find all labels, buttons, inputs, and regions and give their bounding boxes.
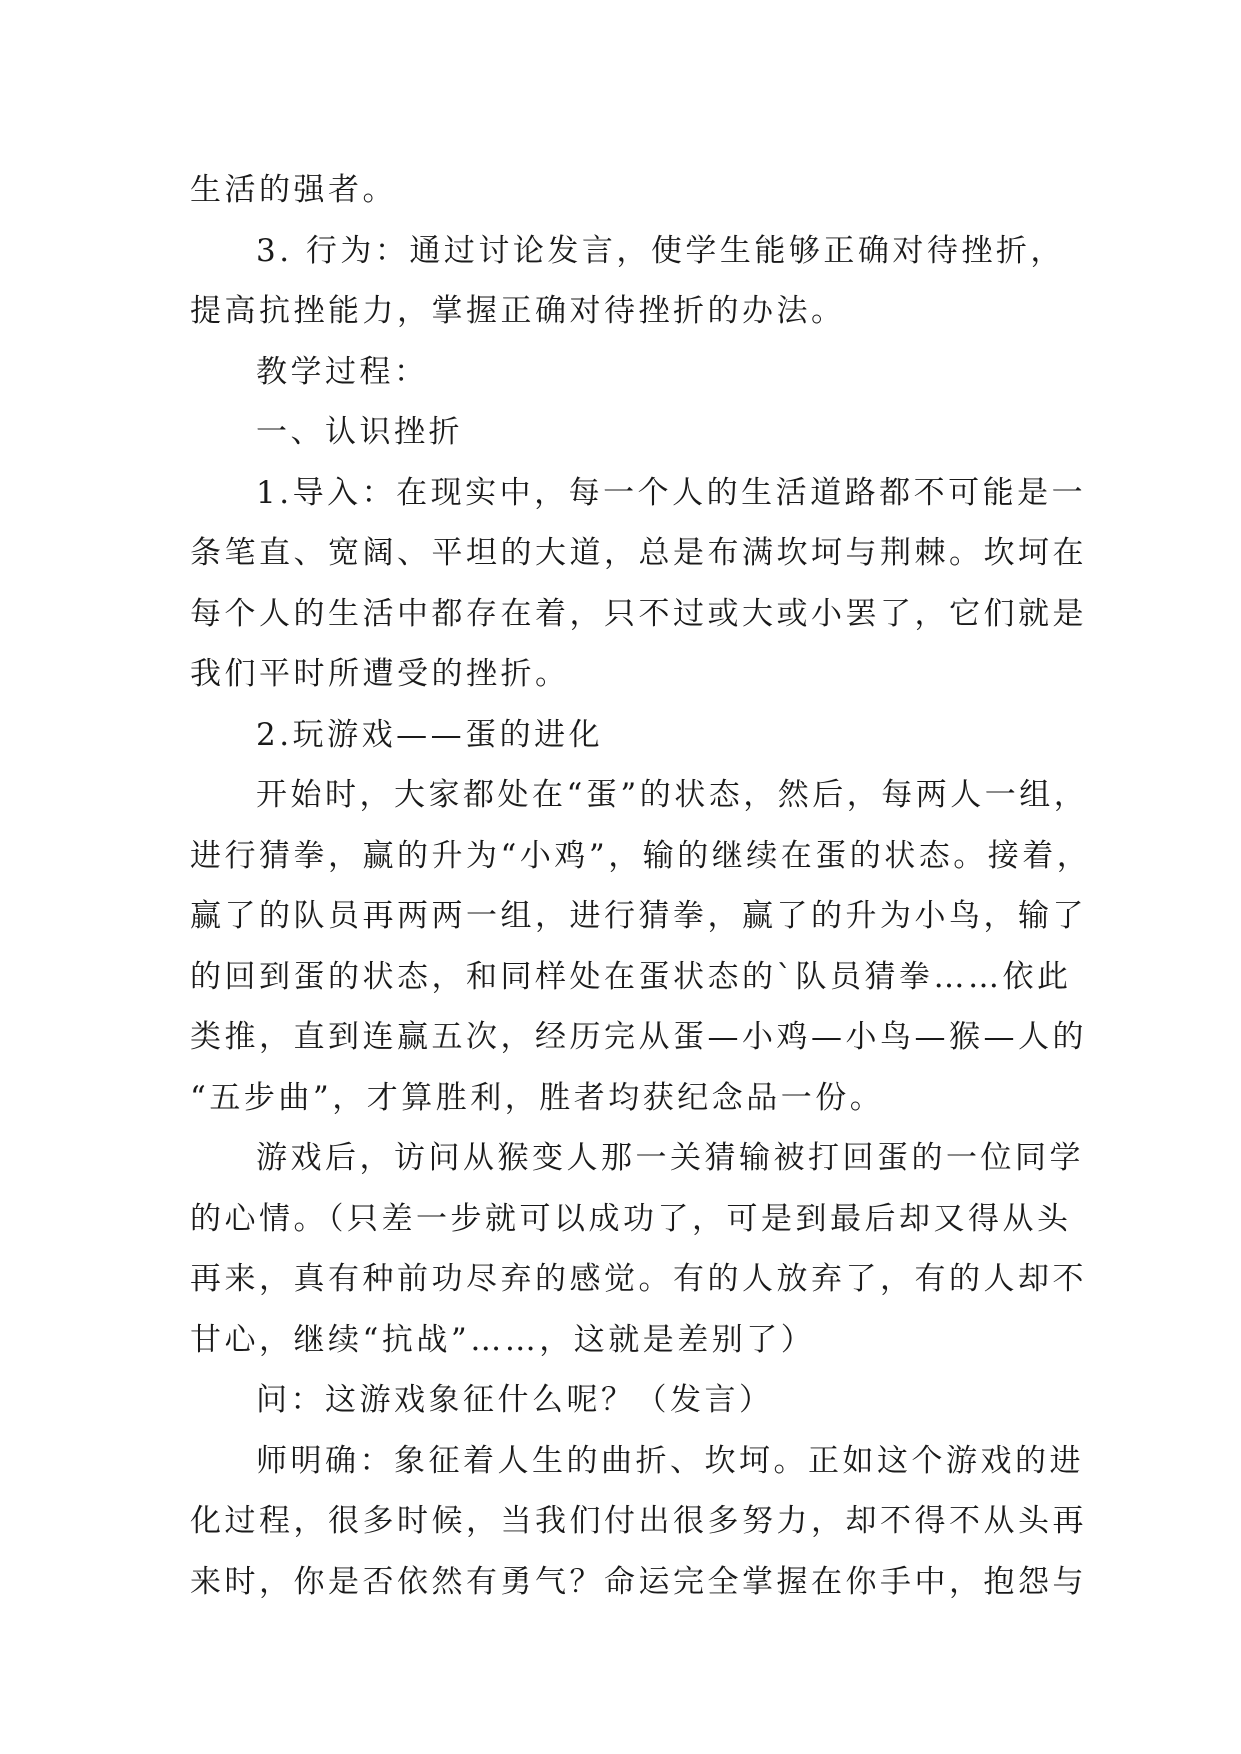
document-body [190, 160, 1092, 1612]
text-line: 生活的强者。 [190, 172, 397, 208]
text-line: 师明确：象征着人生的曲折、坎坷。正如这个游戏的进 [256, 1442, 1084, 1479]
text-line: 来时，你是否依然有勇气？命运完全掌握在你手中，抱怨与 [190, 1563, 1087, 1600]
text-line: 1.导入：在现实中，每一个人的生活道路都不可能是一 [256, 474, 1087, 511]
text-line: 我们平时所遭受的挫折。 [190, 656, 570, 692]
text-line: 提高抗挫能力，掌握正确对待挫折的办法。 [190, 293, 846, 329]
text-line: 赢了的队员再两两一组，进行猜拳，赢了的升为小鸟，输了 [190, 898, 1087, 934]
subsection-heading: 2.玩游戏——蛋的进化 [256, 716, 604, 753]
text-line: 类推，直到连赢五次，经历完从蛋—小鸡—小鸟—猴—人的 [190, 1019, 1087, 1055]
text-line: 开始时，大家都处在“蛋”的状态，然后，每两人一组， [256, 777, 1089, 813]
text-line: “五步曲”，才算胜利，胜者均获纪念品一份。 [190, 1079, 885, 1116]
text-line: 每个人的生活中都存在着，只不过或大或小罢了，它们就是 [190, 595, 1087, 632]
text-line: 问：这游戏象征什么呢？（发言） [256, 1382, 774, 1418]
text-line: 的回到蛋的状态，和同样处在蛋状态的`队员猜拳……依此 [190, 958, 1072, 995]
text-line: 再来，真有种前功尽弃的感觉。有的人放弃了，有的人却不 [190, 1261, 1087, 1297]
text-line: 甘心，继续“抗战”……，这就是差别了） [190, 1321, 816, 1358]
section-heading: 一、认识挫折 [256, 414, 463, 450]
text-line: 条笔直、宽阔、平坦的大道，总是布满坎坷与荆棘。坎坷在 [190, 535, 1087, 571]
text-line: 进行猜拳，赢的升为“小鸡”，输的继续在蛋的状态。接着， [190, 837, 1092, 874]
text-line: 游戏后，访问从猴变人那一关猜输被打回蛋的一位同学 [256, 1140, 1084, 1176]
text-line: 的心情。（只差一步就可以成功了，可是到最后却又得从头 [190, 1200, 1072, 1237]
section-label: 教学过程： [256, 353, 429, 390]
text-line: 3. 行为：通过讨论发言，使学生能够正确对待挫折， [256, 232, 1065, 269]
text-line: 化过程，很多时候，当我们付出很多努力，却不得不从头再 [190, 1503, 1087, 1539]
